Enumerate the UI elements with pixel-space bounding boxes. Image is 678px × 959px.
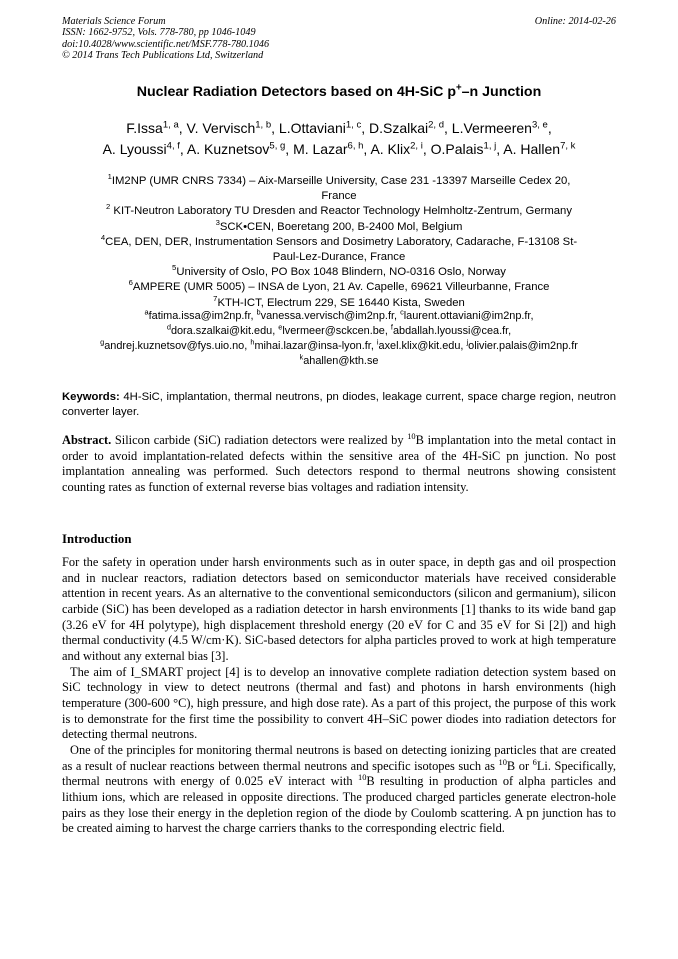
author-name: D.Szalkai [368,120,429,136]
email-letter: g [100,337,105,347]
author-sep: , [361,120,369,136]
author-line-2 [62,139,616,160]
author-sup: 1, j [483,140,497,152]
email-letter: b [256,307,261,317]
affiliation-2 [62,204,616,219]
introduction-body [62,555,616,837]
affiliation-num: 5 [172,263,177,273]
title-sup: + [456,82,462,94]
author-name: A. Lyoussi [102,141,167,157]
intro-p3-sup: 10 [498,756,507,767]
affiliation-num: 7 [213,293,218,303]
intro-p3-text: Li. Specifically, thermal neutrons with energy of 0.025 eV interact with [62,758,616,789]
author-sup: 2, i [410,140,423,152]
author-sup: 4, f [166,140,180,152]
author-sup: 7, k [560,140,576,152]
author-name: L.Vermeeren [451,120,532,136]
email-link[interactable]: vanessa.vervisch@im2np.fr [260,310,394,322]
keywords-text: 4H-SiC, implantation, thermal neutrons, pn diodes, leakage current, space charge region, neutron converter layer. [62,391,616,418]
affiliation-num: 3 [215,217,220,227]
author-name: L.Ottaviani [278,120,346,136]
affiliation-text: CEA, DEN, DER, Instrumentation Sensors and Dosimetry Laboratory, Cadarache, F-13108 St- [105,235,578,248]
author-sep: , [496,141,504,157]
author-name: O.Palais [430,141,484,157]
section-heading-introduction: Introduction [62,532,132,546]
email-letter: j [466,337,469,347]
email-letter: h [250,337,255,347]
title-tail: –n Junction [461,84,542,100]
email-letter: e [278,322,283,332]
email-letter: k [299,352,304,362]
affiliation-text: University of Oslo, PO Box 1048 Blindern, NO-0316 Oslo, Norway [176,266,506,279]
author-name: A. Kuznetsov [186,141,270,157]
affiliation-4 [62,235,616,250]
author-sep: , [179,141,187,157]
keywords-label: Keywords: [62,391,120,403]
author-name: V. Vervisch [186,120,256,136]
affiliation-text: AMPERE (UMR 5005) – INSA de Lyon, 21 Av. Capelle, 69621 Villeurbanne, France [132,281,550,294]
intro-paragraph-1: For the safety in operation under harsh environments such as in outer space, in depth gas and oil prospection and in nuclear reactors, radiation detectors based on semiconductor materials have received considerable attention in recent years. As an alternative to the conventional semiconductors (silicon and germanium), silicon carbide (SiC) has been developed as a radiation detector in harsh environments [1] thanks to its wide band gap (3.26 eV for 4H polytype), high displacement threshold energy (20 eV for C and 35 eV for Si [2]) and high thermal conductivity (4.5 W/cm·K). SiC-based detectors for alpha particles proved to work at high temperature and without any external bias [3]. [62,555,616,663]
email-link[interactable]: abdallah.lyoussi@cea.fr [392,324,509,337]
author-line-1 [62,118,616,139]
author-list [62,118,616,160]
author-sup: 1, c [345,119,362,131]
email-letter: a [144,307,149,317]
author-sep: , [285,141,294,157]
author-sup: 3, e [531,119,548,131]
email-link[interactable]: ahallen@kth.se [303,354,379,367]
email-link[interactable]: axel.klix@kit.edu [378,339,461,352]
author-sep: , [363,141,371,157]
keywords [62,390,616,420]
affiliation-text: KTH-ICT, Electrum 229, SE 16440 Kista, Sweden [217,296,465,309]
affiliation-num: 2 [106,202,111,212]
email-link[interactable]: dora.szalkai@kit.edu [170,324,273,337]
affiliation-num: 6 [128,278,133,288]
copyright: © 2014 Trans Tech Publications Ltd, Switzerland [62,49,264,61]
intro-p3-text: B resulting in production of alpha particles and lithium ions, which are released in opposite directions. The produced charged particles generate electron-hole pairs as they lose their energy in the depletion region of the diode by Coulomb scattering. A pn junction has to be created aiming to harvest the charge carriers thanks to the corresponding electric field. [62,774,616,836]
author-sup: 1, a [162,119,179,131]
author-sep: , [271,120,279,136]
affiliation-text: IM2NP (UMR CNRS 7334) – Aix-Marseille University, Case 231 -13397 Marseille Cedex 20, [111,175,571,187]
abstract-text-2: B implantation into the metal contact in order to avoid implantation-related defects within the sensitive area of the 4H-SiC pn junction. No post implantation annealing was performed. Such detectors respond to thermal neutrons showing consistent counting rates as function of external reverse bias voltages and radiation intensity. [62,433,616,494]
affiliation-3 [62,217,616,235]
email-line-1: $^a$fatima.issa@im2np.fr, $^b$vanessa.vervisch@im2np.fr, $^c$laurent.ottaviani@im2np.fr, [144,307,534,322]
intro-paragraph-3 [62,743,616,837]
email-letter: f [390,322,393,332]
affiliation-6 [62,280,616,295]
author-sep: , [444,120,452,136]
author-name: A. Klix [370,141,411,157]
author-name: M. Lazar [293,141,348,157]
issn: ISSN: 1662-9752, Vols. 778-780, pp 1046-1049 [62,27,256,39]
author-sep: , [547,120,552,136]
affiliation-num: 1 [107,172,112,182]
email-letter: i [376,337,379,347]
email-link[interactable]: andrej.kuznetsov@fys.uio.no [104,339,245,352]
author-sep: , [178,120,187,136]
affiliation-5 [62,265,616,280]
affiliation-1-cont: France [321,190,357,203]
author-sup: 6, h [347,140,364,152]
email-line-2: $^d$dora.szalkai@kit.edu, $^e$lvermeer@sckcen.be, $^f$abdallah.lyoussi@cea.fr, [166,322,512,337]
paper-title [62,84,616,100]
email-link[interactable]: fatima.issa@im2np.fr [148,310,251,322]
email-link[interactable]: mihai.lazar@insa-lyon.fr [254,339,371,352]
affiliation-1 [62,174,616,189]
intro-p3-sup: 10 [358,772,367,783]
intro-p3-text: One of the principles for monitoring thermal neutrons is based on detecting ionizing particles that are created as a result of nuclear reactions between thermal neutrons and specific isotopes such as [62,742,616,773]
intro-paragraph-2: The aim of I_SMART project [4] is to develop an innovative complete radiation detection system based on SiC technology in view to detect neutrons (thermal and fast) and photons in harsh environments (high temperature (300-600 °C), high pressure, and high dose rate). As a part of this project, the purpose of this work is to demonstrate for the first time the possibility to convert 4H–SiC power diodes into radiation detectors for detecting thermal neutrons. [62,664,616,742]
online-date: Online: 2014-02-26 [534,16,616,27]
doi: doi:10.4028/www.scientific.net/MSF.778-780.1046 [62,38,270,50]
journal-name: Materials Science Forum [62,16,166,27]
intro-p3-sup: 6 [532,756,537,767]
affiliation-text: SCK•CEN, Boeretang 200, B-2400 Mol, Belgium [219,220,463,233]
author-name: A. Hallen [503,141,561,157]
email-link[interactable]: olivier.palais@im2np.fr [468,339,578,352]
author-sup: 1, b [255,119,272,131]
affiliation-4-cont: Paul-Lez-Durance, France [272,251,406,264]
abstract [62,430,616,496]
email-letter: d [166,322,171,332]
author-emails [60,309,618,369]
email-letter: c [400,307,404,317]
title-main: Nuclear Radiation Detectors based on 4H-SiC p [136,84,457,100]
email-line-3: $^g$andrej.kuznetsov@fys.uio.no, $^h$mihai.lazar@insa-lyon.fr, $^i$axel.klix@kit.edu, $^j$olivier.palais@im2np.fr [100,337,578,352]
abstract-label: Abstract. [62,433,112,447]
author-name: F.Issa [126,120,163,136]
affiliations [62,174,616,311]
intro-p3-text: B or [506,758,533,773]
abstract-sup: 10 [407,430,416,441]
email-line-4 [60,354,618,369]
affiliation-num: 4 [100,233,106,243]
journal-header [62,16,616,61]
email-link[interactable]: laurent.ottaviani@im2np.fr [403,310,531,322]
author-sep: , [422,141,431,157]
author-sup: 5, g [269,140,286,152]
email-link[interactable]: lvermeer@sckcen.be [282,324,385,337]
abstract-text-1: Silicon carbide (SiC) radiation detectors were realized by [111,433,408,447]
author-sup: 2, d [428,119,444,131]
affiliation-text: KIT-Neutron Laboratory TU Dresden and Reactor Technology Helmholtz-Zentrum, Germany [110,205,572,218]
